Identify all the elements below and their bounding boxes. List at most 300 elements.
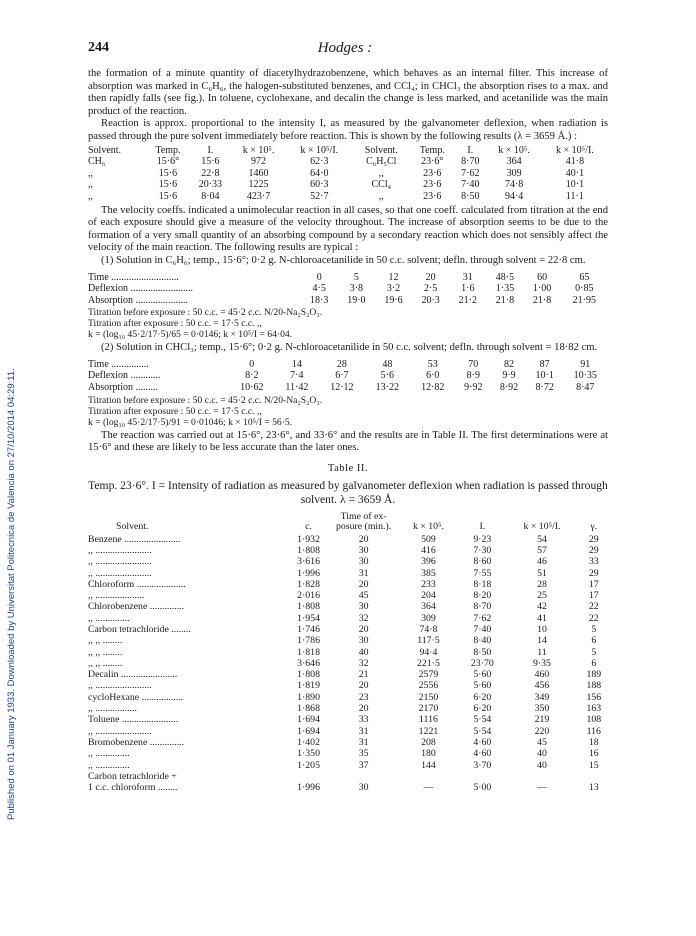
table-cell: 5·60	[473, 680, 492, 692]
solvent-cell: Carbon tetrachloride +	[88, 770, 177, 782]
intensity-results-table	[88, 145, 608, 203]
table-cell: 51	[537, 567, 547, 579]
table-cell: 7·4	[290, 370, 304, 382]
table-cell: 23·6	[423, 167, 442, 179]
table-cell: 7·55	[473, 567, 492, 579]
solvent-cell: Benzene .......................	[88, 533, 181, 545]
solvent-cell: cycloHexane .................	[88, 691, 184, 703]
table-cell: 9·92	[464, 382, 483, 394]
table-row	[88, 658, 608, 669]
table-row	[88, 590, 608, 601]
solvent-cell: ,, .......................	[88, 544, 152, 556]
table-row	[88, 613, 608, 624]
table-cell: 10·35	[573, 370, 597, 382]
table-cell: 0	[249, 358, 255, 370]
table-cell: 14	[537, 635, 547, 647]
table-cell: 208	[421, 736, 436, 748]
table-cell: 33	[588, 556, 599, 568]
table-cell: 2556	[418, 680, 439, 692]
table-row	[88, 624, 608, 635]
run-2-titration	[88, 395, 608, 428]
table-cell: 9·9	[502, 370, 516, 382]
run-1-titration	[88, 307, 608, 340]
table-row	[88, 748, 608, 759]
table-cell: 94·4	[419, 646, 438, 658]
table-cell: 1·694	[297, 714, 320, 726]
column-header: c.	[305, 521, 312, 533]
table-cell: 1·828	[297, 578, 320, 590]
run-1-table	[88, 272, 608, 307]
table-cell: 25	[537, 590, 547, 602]
table-row	[88, 179, 608, 191]
table-cell: 116	[586, 725, 601, 737]
table-row	[88, 295, 608, 307]
column-header: k × 10⁵.	[498, 144, 530, 156]
table-row	[88, 737, 608, 748]
table-cell: 45	[537, 736, 547, 748]
table-cell: 19·0	[347, 294, 366, 306]
table-cell: 349	[534, 691, 550, 703]
paragraph-solution-2: (2) Solution in CHCl₃; temp., 15·6°; 0·2 g. N-chloroacetanilide in 50 c.c. solvent; defln. through solvent = 18·82 cm.	[101, 342, 598, 354]
column-header: k × 10⁵/I.	[556, 144, 594, 156]
table-cell: 20	[425, 271, 436, 283]
table-cell: 1·808	[297, 601, 320, 613]
titration-after: Titration after exposure : 50 c.c. = 17·5 c.c. ,,	[88, 318, 262, 330]
table-cell: —	[423, 782, 434, 794]
column-header: Temp.	[155, 144, 181, 156]
table-cell: 23·6	[423, 179, 442, 191]
table-cell: 48	[382, 358, 393, 370]
table-cell: 7·40	[461, 179, 480, 191]
table-cell: 117·5	[417, 635, 440, 647]
table-cell: 8·70	[473, 601, 492, 613]
table-cell: 9·23	[473, 533, 492, 545]
table-row	[88, 760, 608, 771]
table-cell: 6	[591, 657, 597, 669]
solvent-cell: ,, ,, ........	[88, 635, 123, 647]
table-cell: 364	[421, 601, 436, 613]
column-header: γ.	[590, 521, 598, 533]
table-cell: 1460	[248, 167, 269, 179]
table-cell: 1·954	[297, 612, 320, 624]
table-cell: 10·62	[240, 382, 264, 394]
table-cell: 5·6	[380, 370, 394, 382]
row-label: Deflexion .........................	[88, 283, 193, 295]
table-row	[88, 191, 608, 203]
table-cell: 108	[586, 714, 602, 726]
running-head: Hodges :	[317, 40, 373, 56]
table-cell: 40	[358, 646, 369, 658]
solvent-cell: ,, ,, ........	[88, 646, 123, 658]
solvent-cell: Decalin .......................	[88, 669, 178, 681]
solvent-cell: ,, .......................	[88, 680, 152, 692]
table-cell: 2170	[418, 703, 439, 715]
paragraph-solution-1: (1) Solution in C₆H₆; temp., 15·6°; 0·2 g. N-chloroacetanilide in 50 c.c. solvent; defln. through solvent = 22·8 cm.	[101, 254, 586, 266]
table-cell: 350	[534, 703, 550, 715]
table-cell: 23·6	[423, 190, 442, 202]
table-cell: 28	[537, 578, 547, 590]
table-cell: 1·890	[297, 691, 320, 703]
solvent-cell: ,, .......................	[88, 556, 152, 568]
table-cell: 1·350	[297, 748, 320, 760]
table-cell: 15·6	[158, 190, 178, 202]
table-cell: 3·616	[297, 556, 320, 568]
table-cell: 33	[358, 714, 369, 726]
table-cell: 31	[358, 736, 369, 748]
table-row	[88, 726, 608, 737]
table-cell: 416	[421, 544, 436, 556]
table-cell: 40	[537, 759, 547, 771]
table-cell: 8·04	[201, 190, 220, 202]
table-cell	[397, 771, 461, 782]
row-label: Time ...........................	[88, 271, 179, 283]
table-cell: 456	[534, 680, 550, 692]
table-cell: 60·3	[310, 179, 329, 191]
column-header: Time of ex-posure (min.).	[335, 510, 392, 533]
table-cell: 423·7	[246, 190, 271, 202]
table-cell: 972	[251, 156, 267, 168]
table-row	[88, 647, 608, 658]
table-cell: 5	[591, 624, 597, 635]
table-cell: 396	[421, 556, 436, 568]
column-header: Solvent.	[88, 144, 122, 156]
column-header: k × 10⁵/I.	[523, 521, 561, 533]
table-cell: 221·5	[417, 657, 440, 669]
row-label: Time ...............	[88, 358, 149, 370]
page-number: 244	[88, 40, 109, 55]
table-cell: 20	[358, 533, 369, 545]
table-row	[88, 156, 608, 168]
table-cell: 7·62	[461, 167, 480, 179]
table-row	[88, 568, 608, 579]
table-cell: 30	[358, 544, 369, 556]
row-label: Absorption .........	[88, 382, 158, 394]
table-row	[88, 669, 608, 680]
table-row	[88, 272, 608, 284]
table-cell: 30	[358, 556, 369, 568]
table-cell: 4·5	[312, 283, 326, 295]
table-cell	[287, 771, 331, 782]
table-cell: 8·18	[473, 578, 492, 590]
download-watermark	[6, 120, 20, 820]
table-cell: 70	[468, 358, 479, 370]
table-cell: 5	[353, 271, 359, 283]
table-cell: 74·8	[419, 624, 438, 635]
paragraph-continuation: the formation of a minute quantity of diacetylhydrazobenzene, which behaves as an internal filter. This increase of absorption was marked in C₆H₆, the halogen-substituted benzenes, and CCl₄; in CHCl₃ the absorption rises to a max. and then rapidly falls (see fig.). In toluene, cyclohexane, and decalin the change is less marked, and acetanilide was the main product of the reaction.	[88, 68, 608, 117]
table-cell: 15·6°	[156, 156, 180, 168]
table-cell: 7·62	[473, 612, 492, 624]
table-cell: 8·20	[473, 590, 492, 602]
table-cell: 309	[421, 612, 436, 624]
table-cell: 1·996	[297, 782, 320, 794]
solvent-cell: Chlorobenzene ..............	[88, 601, 185, 613]
table-cell: 53	[427, 358, 438, 370]
table-cell: 12·82	[421, 382, 445, 394]
table-2	[88, 511, 608, 794]
solvent-cell: ,, ..............	[88, 748, 130, 760]
solvent-cell: ,, ,, ........	[88, 657, 123, 669]
table-cell: 3·646	[297, 657, 320, 669]
table-cell: 74·8	[504, 179, 524, 191]
table-cell: 7·30	[473, 544, 492, 556]
table-row	[88, 579, 608, 590]
table-cell: 13·22	[375, 382, 399, 394]
table-cell: 0	[316, 271, 322, 283]
table-cell: 2579	[418, 669, 439, 681]
table-cell: 54	[537, 533, 547, 545]
paragraph-table-intro: The reaction was carried out at 15·6°, 23·6°, and 33·6° and the results are in Table II. The first determinations were at 15·6° and these are likely to be less accurate than the later ones.	[88, 429, 608, 454]
table-cell: 40	[537, 748, 547, 760]
solvent-cell: ,, .................	[88, 703, 137, 715]
table-cell: 8·60	[473, 556, 492, 568]
column-header: Solvent.	[116, 521, 149, 533]
table-cell: 1·819	[297, 680, 320, 692]
table-cell: 364	[506, 156, 522, 168]
table-row	[88, 782, 608, 793]
table-row	[88, 556, 608, 567]
table-cell: 22·8	[201, 167, 220, 179]
table-cell: 163	[586, 703, 602, 715]
table-cell: ,,	[378, 190, 384, 202]
table-cell: 204	[421, 590, 436, 602]
table-cell: 5·60	[473, 669, 492, 681]
table-cell: 2150	[418, 691, 439, 703]
table-cell: 31	[358, 567, 369, 579]
table-cell: 1·35	[495, 283, 515, 295]
table-cell: 16	[588, 748, 599, 760]
velocity-coefficient: k = (log₁₀ 45·2/17·5)/65 = 0·0146; k × 10⁵/I = 64·04.	[88, 329, 293, 341]
velocity-coefficient: k = (log₁₀ 45·2/17·5)/91 = 0·01046; k × 10⁵/I = 56·5.	[88, 416, 293, 428]
table-cell: 18	[588, 736, 599, 748]
table-cell: 18·3	[310, 294, 329, 306]
table-cell: 509	[421, 533, 436, 545]
column-header: k × 10⁵.	[412, 521, 444, 533]
table-cell: 30	[358, 782, 369, 794]
table-2-caption: Temp. 23·6°. I = Intensity of radiation as measured by galvanometer deflexion when radiation is passed through solvent. λ = 3659 Å.	[88, 479, 608, 507]
table-cell: 1·6	[461, 283, 475, 295]
solvent-cell: Carbon tetrachloride ........	[88, 624, 191, 635]
table-cell: 42	[537, 601, 547, 613]
run-2-table	[88, 359, 608, 394]
table-cell: 19·6	[384, 294, 403, 306]
table-row	[88, 635, 608, 646]
table-cell: 1·205	[297, 759, 320, 771]
table-cell: 6·20	[473, 703, 492, 715]
table-cell: 8·40	[473, 635, 492, 647]
table-cell: 6·7	[335, 370, 349, 382]
table-row	[88, 680, 608, 691]
solvent-cell: Toluene .......................	[88, 714, 179, 726]
table-row	[88, 382, 608, 394]
table-cell: 37	[358, 759, 369, 771]
table-cell: 21·2	[458, 294, 477, 306]
titration-before: Titration before exposure : 50 c.c. = 45·2 c.c. N/20-Na₂S₂O₃.	[88, 307, 323, 319]
table-cell: 32	[358, 657, 369, 669]
table-cell: 82	[503, 358, 514, 370]
table-cell: 180	[421, 748, 436, 760]
table-cell: 219	[534, 714, 550, 726]
table-cell: 5·00	[473, 782, 492, 794]
table-2-body	[88, 534, 608, 794]
table-cell: 13	[588, 782, 599, 794]
table-cell	[504, 771, 579, 782]
table-cell	[331, 771, 397, 782]
table-cell: 41	[537, 612, 547, 624]
table-cell: 52·7	[310, 190, 329, 202]
paragraph-intensity: Reaction is approx. proportional to the intensity I, as measured by the galvanometer deflexion, when radiation is passed through the pure solvent immediately before reaction. This is shown by the following results (λ = 3659 Å.) :	[88, 118, 608, 142]
table-cell: 31	[358, 725, 369, 737]
table-cell: 10·1	[535, 370, 554, 382]
article-body	[88, 68, 608, 793]
table-cell: 6·20	[473, 691, 492, 703]
table-cell: —	[537, 782, 547, 794]
table-cell: 17	[588, 578, 599, 590]
column-header: k × 10⁵/I.	[300, 144, 339, 156]
table-row	[88, 359, 608, 371]
table-cell: 62·3	[310, 156, 329, 168]
table-row	[88, 692, 608, 703]
table-cell: 11·1	[565, 190, 584, 202]
table-cell: 21·8	[532, 294, 552, 306]
table-cell: 29	[588, 533, 599, 545]
table-cell: 1·818	[297, 646, 320, 658]
table-cell: 22	[588, 601, 599, 613]
table-cell: 15	[588, 759, 599, 771]
column-header: I.	[467, 144, 474, 156]
solvent-cell: ,, .......................	[88, 725, 152, 737]
table-header-row	[88, 511, 608, 534]
table-cell: 3·8	[349, 283, 364, 295]
table-cell: 10·1	[565, 179, 585, 191]
table-cell: 15·6	[158, 179, 178, 191]
table-cell: 385	[421, 567, 436, 579]
table-cell: 1116	[419, 714, 438, 726]
table-cell: 94·4	[504, 190, 524, 202]
table-cell: 9·35	[532, 657, 551, 669]
table-cell: 2·016	[297, 590, 320, 602]
table-cell: C₆H₅Cl	[366, 156, 397, 168]
table-cell: 1·932	[297, 533, 320, 545]
download-watermark-text: Published on 01 January 1933. Downloaded by Universitat Politecnica de Valencia on 27/10/2014 04:29:11.	[6, 368, 17, 820]
table-cell: 6	[591, 635, 597, 647]
table-cell: 20	[358, 680, 369, 692]
table-cell: 8·2	[245, 370, 259, 382]
table-cell: 4·60	[473, 736, 492, 748]
table-cell: 32	[358, 612, 369, 624]
table-cell	[460, 771, 504, 782]
titration-after: Titration after exposure : 50 c.c. = 17·5 c.c. ,,	[88, 405, 262, 417]
table-cell: 11	[537, 646, 547, 658]
table-row	[88, 534, 608, 545]
table-cell: 64·0	[310, 167, 329, 179]
table-cell: 20	[358, 624, 369, 635]
table-cell: 1·786	[297, 635, 320, 647]
table-cell: 189	[586, 669, 602, 681]
table-cell: 1·808	[297, 669, 320, 681]
paragraph-velocity: The velocity coeffs. indicated a unimolecular reaction in all cases, so that one coeff. calculated from titration at the end of each exposure should give a measure of the velocity throughout. The increase of absorption seems to be due to the formation of a very small quantity of an absorbing compound by a secondary reaction which does not sensibly affect the velocity of the main reaction. The following results are typical :	[88, 204, 608, 254]
table-cell: 1·808	[297, 544, 320, 556]
column-header: Temp.	[419, 144, 445, 156]
table-cell: 17	[588, 590, 599, 602]
table-cell: 1221	[418, 725, 439, 737]
row-label: Absorption .....................	[88, 294, 188, 306]
table-cell: 8·92	[499, 382, 519, 394]
table-cell: 11·42	[285, 382, 309, 394]
table-cell: 41·8	[565, 156, 585, 168]
table-2-title: Table II.	[327, 462, 369, 474]
column-header: Solvent.	[364, 144, 398, 156]
table-cell: ,,	[88, 167, 93, 179]
table-cell: 8·50	[461, 190, 480, 202]
table-cell: 15·6	[201, 156, 220, 168]
table-cell: 5·54	[473, 725, 492, 737]
table-cell: 20·3	[421, 294, 440, 306]
table-cell: 309	[506, 167, 522, 179]
table-cell: 35	[358, 748, 369, 760]
solvent-cell: Bromobenzene ..............	[88, 736, 185, 748]
table-cell: 12	[388, 271, 399, 283]
table-cell: 21	[358, 669, 369, 681]
table-cell: 233	[421, 578, 436, 590]
table-cell: 57	[537, 544, 547, 556]
table-row	[88, 601, 608, 612]
table-cell: 2·5	[423, 283, 438, 295]
table-cell: 40·1	[565, 167, 585, 179]
table-cell: 5·54	[473, 714, 492, 726]
table-cell: 1·746	[297, 624, 320, 635]
table-cell: 1·996	[297, 567, 320, 579]
table-cell: 1225	[248, 179, 269, 191]
table-cell: 6·0	[426, 370, 440, 382]
table-cell: 7·40	[473, 624, 492, 635]
table-cell: 14	[291, 358, 302, 370]
table-cell: 8·9	[466, 370, 480, 382]
table-row	[88, 168, 608, 180]
table-cell: 23·70	[470, 657, 494, 669]
table-cell	[580, 771, 608, 782]
titration-before: Titration before exposure : 50 c.c. = 45·2 c.c. N/20-Na₂S₂O₃.	[88, 394, 323, 406]
table-cell: CCl₄	[371, 179, 392, 191]
table-header-row	[88, 145, 608, 157]
table-cell: ,,	[88, 190, 93, 202]
row-label: Deflexion ............	[88, 370, 161, 382]
table-cell: 10	[537, 624, 547, 635]
table-cell: 220	[534, 725, 550, 737]
table-cell: 20	[358, 703, 369, 715]
table-row	[88, 714, 608, 725]
table-cell: 31	[462, 271, 473, 283]
table-cell: 3·2	[386, 283, 401, 295]
solvent-cell: ,, .......................	[88, 567, 152, 579]
table-cell: 3·70	[473, 759, 492, 771]
table-cell: 91	[580, 358, 591, 370]
solvent-cell: ,, ..............	[88, 612, 130, 624]
table-cell: ,,	[88, 179, 93, 191]
table-cell: 15·6	[158, 167, 178, 179]
table-cell: 188	[586, 680, 602, 692]
table-cell: 20·33	[198, 179, 223, 191]
table-cell: 23	[358, 691, 369, 703]
table-row	[88, 771, 608, 782]
table-cell: 1·868	[297, 703, 320, 715]
solvent-cell: 1 c.c. chloroform ........	[88, 782, 178, 794]
table-cell: 0·85	[575, 283, 594, 295]
table-cell: 8·70	[461, 156, 480, 168]
table-cell: 156	[586, 691, 602, 703]
column-header: k × 10⁵.	[242, 144, 275, 156]
table-cell: 20	[358, 578, 369, 590]
table-cell: 65	[579, 271, 590, 283]
